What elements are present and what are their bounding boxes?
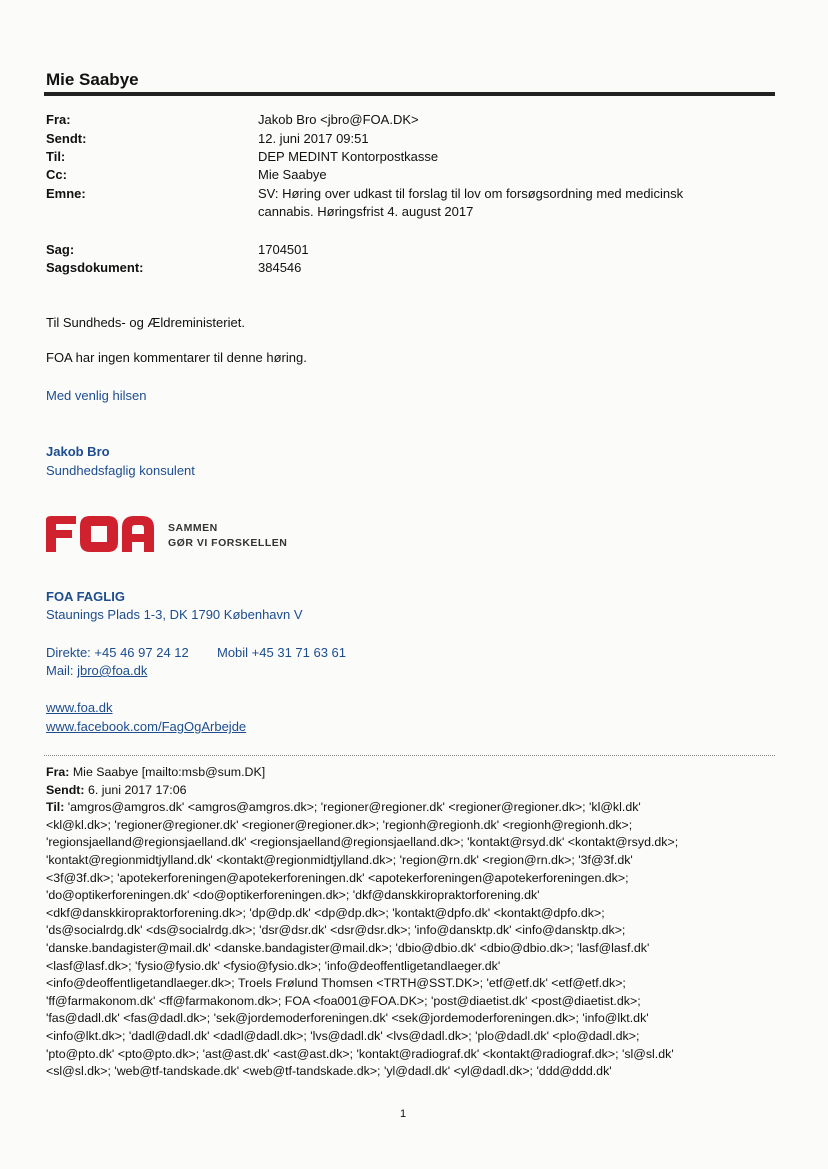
closing: Med venlig hilsen (46, 388, 147, 403)
org-address: Staunings Plads 1-3, DK 1790 København V (46, 607, 303, 622)
meta-value: Jakob Bro <jbro@FOA.DK> (258, 112, 419, 127)
fwd-til-line: 'kontakt@regionmidtjylland.dk' <kontakt@regionmidtjylland.dk>; 'region@rn.dk' <region@rn.dk>; '3f@3f.dk' (46, 852, 633, 867)
fwd-til-line: 'amgros@amgros.dk' <amgros@amgros.dk>; 'regioner@regioner.dk' <regioner@regioner.dk>; 'kl@kl.dk' (64, 800, 641, 815)
fwd-til-line: <kl@kl.dk>; 'regioner@regioner.dk' <regioner@regioner.dk>; 'regionh@regionh.dk' <regionh@regionh.dk>; (46, 817, 633, 832)
forward-divider (44, 755, 775, 756)
fwd-fra-row (46, 764, 776, 782)
meta-value: Mie Saabye (258, 167, 327, 182)
meta-label: Sendt: (46, 131, 87, 146)
fwd-til-line: 'do@optikerforeningen.dk' <do@optikerforeningen.dk>; 'dkf@danskkiropraktorforening.dk' (46, 888, 540, 903)
fwd-til-line: 'danske.bandagister@mail.dk' <danske.bandagister@mail.dk>; 'dbio@dbio.dk' <dbio@dbio.dk>; 'lasf@lasf.dk' (46, 940, 650, 955)
sender-name-heading: Mie Saabye (46, 70, 139, 89)
web-link-foa[interactable]: www.foa.dk (46, 700, 113, 715)
meta-label: Til: (46, 149, 66, 164)
meta-value: 1704501 (258, 242, 309, 257)
fwd-til-line: 'pto@pto.dk' <pto@pto.dk>; 'ast@ast.dk' <ast@ast.dk>; 'kontakt@radiograf.dk' <kontakt@radiograf.dk>; 'sl@sl.dk' (46, 1046, 674, 1061)
fwd-til-line: <dkf@danskkiropraktorforening.dk>; 'dp@dp.dk' <dp@dp.dk>; 'kontakt@dpfo.dk' <kontakt@dpfo.dk>; (46, 905, 605, 920)
heading-rule (44, 92, 775, 96)
fwd-sendt-label: Sendt: (46, 782, 85, 797)
signature-title: Sundhedsfaglig konsulent (46, 463, 195, 478)
phone-mobile: Mobil +45 31 71 63 61 (217, 645, 347, 660)
signature-name: Jakob Bro (46, 444, 110, 459)
page-number: 1 (400, 1108, 407, 1120)
fwd-til-line: 'regionsjaelland@regionsjaelland.dk' <regionsjaelland@regionsjaelland.dk>; 'kontakt@rsyd.dk' <kontakt@rsyd.dk>; (46, 835, 679, 850)
org-name: FOA FAGLIG (46, 589, 125, 604)
mail-row (46, 663, 147, 678)
meta-label: Sag: (46, 242, 75, 257)
fwd-sendt-value: 6. juni 2017 17:06 (84, 782, 187, 797)
meta-value: DEP MEDINT Kontorpostkasse (258, 149, 439, 164)
meta-value: cannabis. Høringsfrist 4. august 2017 (258, 204, 474, 219)
fwd-til-line: 'ff@farmakonom.dk' <ff@farmakonom.dk>; FOA <foa001@FOA.DK>; 'post@diaetist.dk' <post@diaetist.dk>; (46, 993, 641, 1008)
fwd-til-label: Til: (46, 800, 65, 815)
message: FOA har ingen kommentarer til denne høring. (46, 350, 307, 365)
mail-label: Mail: (46, 663, 74, 678)
meta-label: Sagsdokument: (46, 260, 144, 275)
fwd-til-line: <lasf@lasf.dk>; 'fysio@fysio.dk' <fysio@fysio.dk>; 'info@deoffentligetandlaeger.dk' (46, 958, 501, 973)
fwd-til-line: 'ds@socialrdg.dk' <ds@socialrdg.dk>; 'dsr@dsr.dk' <dsr@dsr.dk>; 'info@dansktp.dk' <info@dansktp.dk>; (46, 923, 626, 938)
fwd-til-line: <3f@3f.dk>; 'apotekerforeningen@apotekerforeningen.dk' <apotekerforeningen@apotekerforeningen.dk>; (46, 870, 629, 885)
fwd-til-row (46, 799, 776, 817)
fwd-fra-label: Fra: (46, 765, 70, 779)
fwd-sendt-row (46, 782, 776, 800)
foa-logo-letter-f (46, 516, 76, 552)
fwd-til-line: <info@deoffentligetandlaeger.dk>; Troels Frølund Thomsen <TRTH@SST.DK>; 'etf@etf.dk' <etf@etf.dk>; (46, 976, 626, 991)
foa-logo (46, 514, 158, 554)
fwd-til-line: <info@lkt.dk>; 'dadl@dadl.dk' <dadl@dadl.dk>; 'lvs@dadl.dk' <lvs@dadl.dk>; 'plo@dadl.dk' <plo@dadl.dk>; (46, 1028, 640, 1043)
phone-direct: Direkte: +45 46 97 24 12 (46, 645, 189, 660)
fwd-til-line: <sl@sl.dk>; 'web@tf-tandskade.dk' <web@tf-tandskade.dk>; 'yl@dadl.dk' <yl@dadl.dk>; 'ddd@ddd.dk' (46, 1064, 612, 1079)
forwarded-header (46, 764, 776, 1081)
foa-logo-letter-a (122, 516, 154, 552)
meta-label: Cc: (46, 167, 67, 182)
meta-value: 384546 (258, 260, 302, 275)
meta-value: SV: Høring over udkast til forslag til lov om forsøgsordning med medicinsk (258, 186, 684, 201)
meta-value: 12. juni 2017 09:51 (258, 131, 369, 146)
logo-tagline-1: SAMMEN (168, 522, 218, 534)
mail-link[interactable]: jbro@foa.dk (77, 663, 148, 678)
meta-label: Emne: (46, 186, 86, 201)
meta-label: Fra: (46, 112, 71, 127)
fwd-til-line: 'fas@dadl.dk' <fas@dadl.dk>; 'sek@jordemoderforeningen.dk' <sek@jordemoderforeningen.dk>; 'info@lkt.dk' (46, 1011, 649, 1026)
web-link-facebook[interactable]: www.facebook.com/FagOgArbejde (46, 719, 247, 734)
fwd-fra-value: Mie Saabye [mailto:msb@sum.DK] (69, 765, 266, 779)
foa-logo-letter-o (80, 516, 118, 552)
logo-tagline-2: GØR VI FORSKELLEN (168, 537, 288, 549)
greeting: Til Sundheds- og Ældreministeriet. (46, 315, 245, 330)
